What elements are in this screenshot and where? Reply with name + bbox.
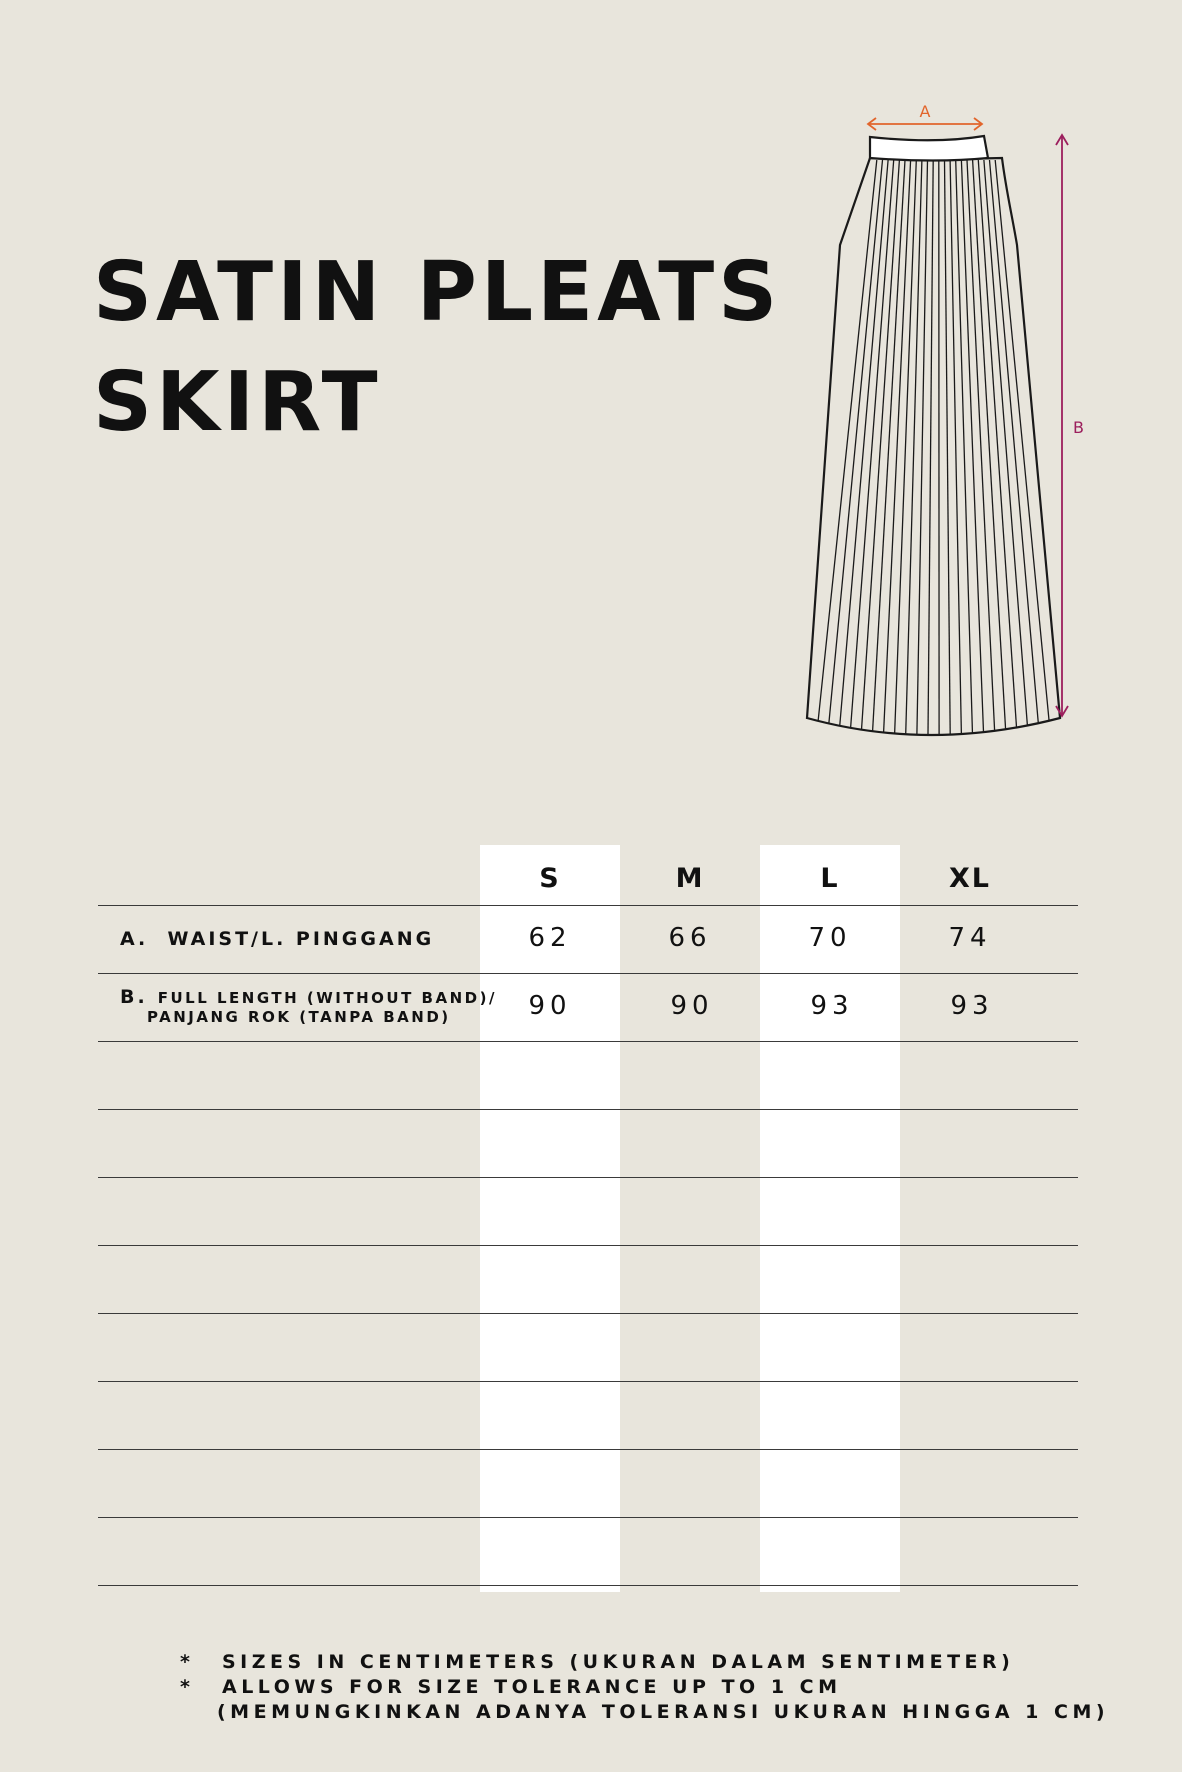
length-dimension-arrow [1056,135,1068,716]
pleat-line [894,160,916,745]
pleat-line [978,160,1017,745]
product-title-line-2: SKIRT [93,355,382,450]
measurement-label-line-2: PANJANG ROK (TANPA BAND) [147,1008,451,1026]
table-rule [98,1245,1078,1246]
table-cell: 66 [668,923,712,953]
pleat-line [917,160,928,745]
table-cell: 90 [670,991,714,1021]
measurement-label-line-1: FULL LENGTH (WITHOUT BAND)/ [157,989,497,1007]
note-units [180,1650,1109,1675]
table-cell: 70 [808,923,852,953]
pleat-line [945,160,951,745]
table-cell: 93 [950,991,994,1021]
table-rule [98,1449,1078,1450]
table-rule [98,1381,1078,1382]
pleat-line [950,160,962,745]
size-header-xl: XL [948,863,992,894]
table-rule [98,905,1078,906]
table-rule [98,1109,1078,1110]
measurement-label-full-length [120,988,497,1027]
note-tolerance-text: ALLOWS FOR SIZE TOLERANCE UP TO 1 CM [222,1676,842,1698]
table-rule [98,1585,1078,1586]
skirt-diagram [790,95,1100,755]
note-tolerance-translation: (MEMUNGKINKAN ADANYA TOLERANSI UKURAN HINGGA 1 CM) [217,1701,1110,1723]
pleat-line [872,160,905,745]
pleat-line [827,160,883,745]
size-column-stripe-l [760,845,900,1592]
product-title-line-1: SATIN PLEATS [93,245,782,340]
measurement-label-prefix: B. [120,986,148,1008]
size-column-stripe-s [480,845,620,1592]
table-cell: 62 [528,923,572,953]
note-bullet: * [180,1676,195,1698]
table-rule [98,1517,1078,1518]
length-dimension-label: B [1073,418,1084,437]
size-header-m: M [675,863,705,894]
pleat-line [990,160,1041,745]
pleat-line [995,160,1051,745]
table-cell: 90 [528,991,572,1021]
waist-dimension-label: A [919,102,931,121]
skirt-waistband-shape [870,136,988,161]
table-rule [98,1041,1078,1042]
measurement-label-waist: A. WAIST/L. PINGGANG [120,928,435,950]
pleat-line [973,160,1007,745]
size-header-s: S [539,863,561,894]
table-rule [98,1177,1078,1178]
size-chart-table [98,845,1078,1592]
table-cell: 74 [948,923,992,953]
pleat-lines [816,160,1052,745]
table-cell: 93 [810,991,854,1021]
table-rule [98,973,1078,974]
note-tolerance [180,1675,1109,1700]
size-notes [180,1650,1109,1725]
note-bullet: * [180,1651,195,1673]
product-title [93,238,781,458]
size-header-l: L [820,863,840,894]
pleat-line [928,160,933,745]
note-units-text: SIZES IN CENTIMETERS (UKURAN DALAM SENTIMETER) [222,1651,1015,1673]
table-rule [98,1313,1078,1314]
pleat-line [905,160,922,745]
